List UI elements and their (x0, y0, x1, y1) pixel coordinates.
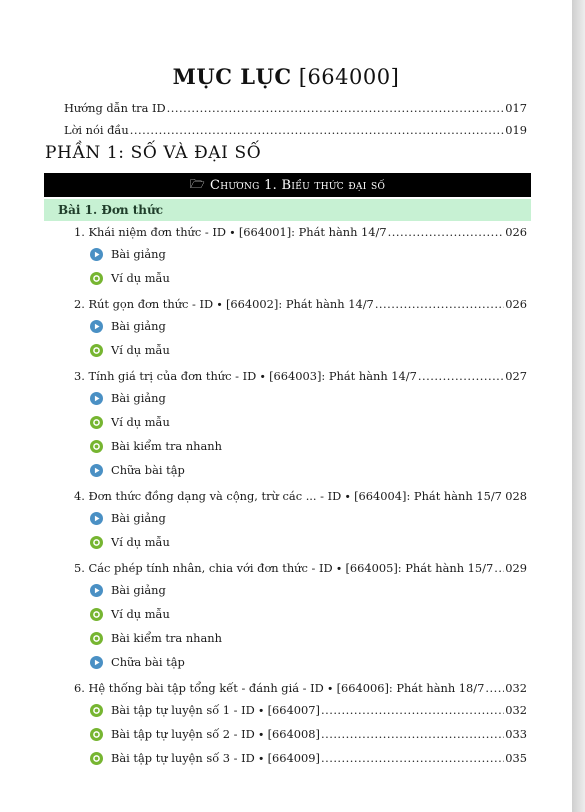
toc-subentry-label: Bài tập tự luyện số 2 - ID ∙ [664008] (111, 727, 320, 741)
part-heading: PHẦN 1: SỐ VÀ ĐẠI SỐ (45, 143, 262, 163)
play-icon (90, 512, 111, 525)
toc-entry-page: 027 (505, 369, 527, 383)
toc-subentry-label: Bài kiểm tra nhanh (111, 439, 222, 453)
target-icon (90, 272, 111, 285)
toc-subentry[interactable] (90, 655, 185, 669)
toc-entry-page: 029 (505, 561, 527, 575)
toc-entry[interactable] (74, 369, 527, 383)
target-icon (90, 752, 111, 765)
toc-subentry-label: Ví dụ mẫu (111, 607, 170, 621)
toc-subentry-page: 035 (505, 751, 527, 765)
toc-entry-label: 4. Đơn thức đồng dạng và cộng, trừ các ... - ID ∙ [664004]: Phát hành 15/7 (74, 489, 502, 503)
leader-dots (494, 561, 504, 575)
play-icon (90, 464, 111, 477)
toc-title: MỤC LỤC [664000] (172, 64, 400, 89)
toc-subentry-page: 033 (505, 727, 527, 741)
toc-entry[interactable] (74, 561, 527, 575)
toc-subentry[interactable] (90, 415, 170, 429)
target-icon (90, 728, 111, 741)
leader-dots (321, 751, 504, 765)
toc-subentry-label: Chữa bài tập (111, 463, 185, 477)
toc-subentry[interactable] (90, 511, 166, 525)
leader-dots (321, 727, 504, 741)
leader-dots (321, 703, 504, 717)
toc-subentry-label: Ví dụ mẫu (111, 415, 170, 429)
toc-subentry-label: Bài giảng (111, 247, 166, 261)
toc-subentry-label: Ví dụ mẫu (111, 535, 170, 549)
toc-entry-label: 2. Rút gọn đơn thức - ID ∙ [664002]: Phát hành 14/7 (74, 297, 374, 311)
toc-subentry-label: Bài giảng (111, 319, 166, 333)
play-icon (90, 584, 111, 597)
leader-dots (388, 225, 505, 239)
leader-dots (375, 297, 504, 311)
toc-subentry[interactable] (90, 271, 170, 285)
toc-subentry[interactable] (90, 247, 166, 261)
toc-subentry-page: 032 (505, 703, 527, 717)
toc-subentry-label: Ví dụ mẫu (111, 343, 170, 357)
toc-subentry[interactable] (90, 703, 527, 717)
toc-subentry-label: Bài giảng (111, 391, 166, 405)
toc-subentry[interactable] (90, 319, 166, 333)
toc-subentry[interactable] (90, 751, 527, 765)
toc-subentry[interactable] (90, 391, 166, 405)
toc-entry-page: 028 (505, 489, 527, 503)
toc-entry[interactable] (74, 225, 527, 239)
play-icon (90, 392, 111, 405)
toc-entry-page: 032 (505, 681, 527, 695)
toc-entry[interactable] (74, 681, 527, 695)
folder-icon: 🗁 (189, 176, 206, 191)
toc-subentry[interactable] (90, 343, 170, 357)
toc-subentry[interactable] (90, 727, 527, 741)
toc-subentry-label: Bài tập tự luyện số 3 - ID ∙ [664009] (111, 751, 320, 765)
toc-subentry-label: Bài kiểm tra nhanh (111, 631, 222, 645)
chapter-banner[interactable]: 🗁 Chương 1. Biểu thức đại số (44, 173, 531, 197)
target-icon (90, 632, 111, 645)
toc-subentry-label: Bài giảng (111, 583, 166, 597)
target-icon (90, 440, 111, 453)
toc-entry[interactable] (74, 489, 527, 503)
lesson-header[interactable]: Bài 1. Đơn thức (44, 199, 531, 221)
leader-dots (418, 369, 504, 383)
play-icon (90, 248, 111, 261)
toc-entry-label: 5. Các phép tính nhân, chia với đơn thức - ID ∙ [664005]: Phát hành 15/7 (74, 561, 494, 575)
toc-subentry[interactable] (90, 631, 222, 645)
toc-subentry[interactable] (90, 583, 166, 597)
play-icon (90, 320, 111, 333)
toc-entry-label: 3. Tính giá trị của đơn thức - ID ∙ [664003]: Phát hành 14/7 (74, 369, 417, 383)
toc-entry-page: 026 (505, 297, 527, 311)
target-icon (90, 704, 111, 717)
toc-subentry-label: Bài giảng (111, 511, 166, 525)
toc-entry-page: 026 (505, 225, 527, 239)
toc-subentry[interactable] (90, 463, 185, 477)
target-icon (90, 536, 111, 549)
toc-subentry-label: Ví dụ mẫu (111, 271, 170, 285)
toc-subentry[interactable] (90, 535, 170, 549)
toc-subentry-label: Bài tập tự luyện số 1 - ID ∙ [664007] (111, 703, 320, 717)
toc-entry-label: 1. Khái niệm đơn thức - ID ∙ [664001]: Phát hành 14/7 (74, 225, 387, 239)
toc-entry[interactable] (74, 297, 527, 311)
target-icon (90, 416, 111, 429)
leader-dots (485, 681, 504, 695)
target-icon (90, 608, 111, 621)
leader-dots (503, 489, 504, 503)
page-edge-shadow (572, 0, 585, 812)
play-icon (90, 656, 111, 669)
toc-subentry[interactable] (90, 439, 222, 453)
toc-subentry[interactable] (90, 607, 170, 621)
target-icon (90, 344, 111, 357)
toc-entry-guide[interactable]: Hướng dẫn tra ID ..... 017 (64, 101, 527, 115)
toc-entry-preface[interactable]: Lời nói đầu ..... 019 (64, 123, 527, 137)
toc-entry-label: 6. Hệ thống bài tập tổng kết - đánh giá - ID ∙ [664006]: Phát hành 18/7 (74, 681, 485, 695)
toc-subentry-label: Chữa bài tập (111, 655, 185, 669)
